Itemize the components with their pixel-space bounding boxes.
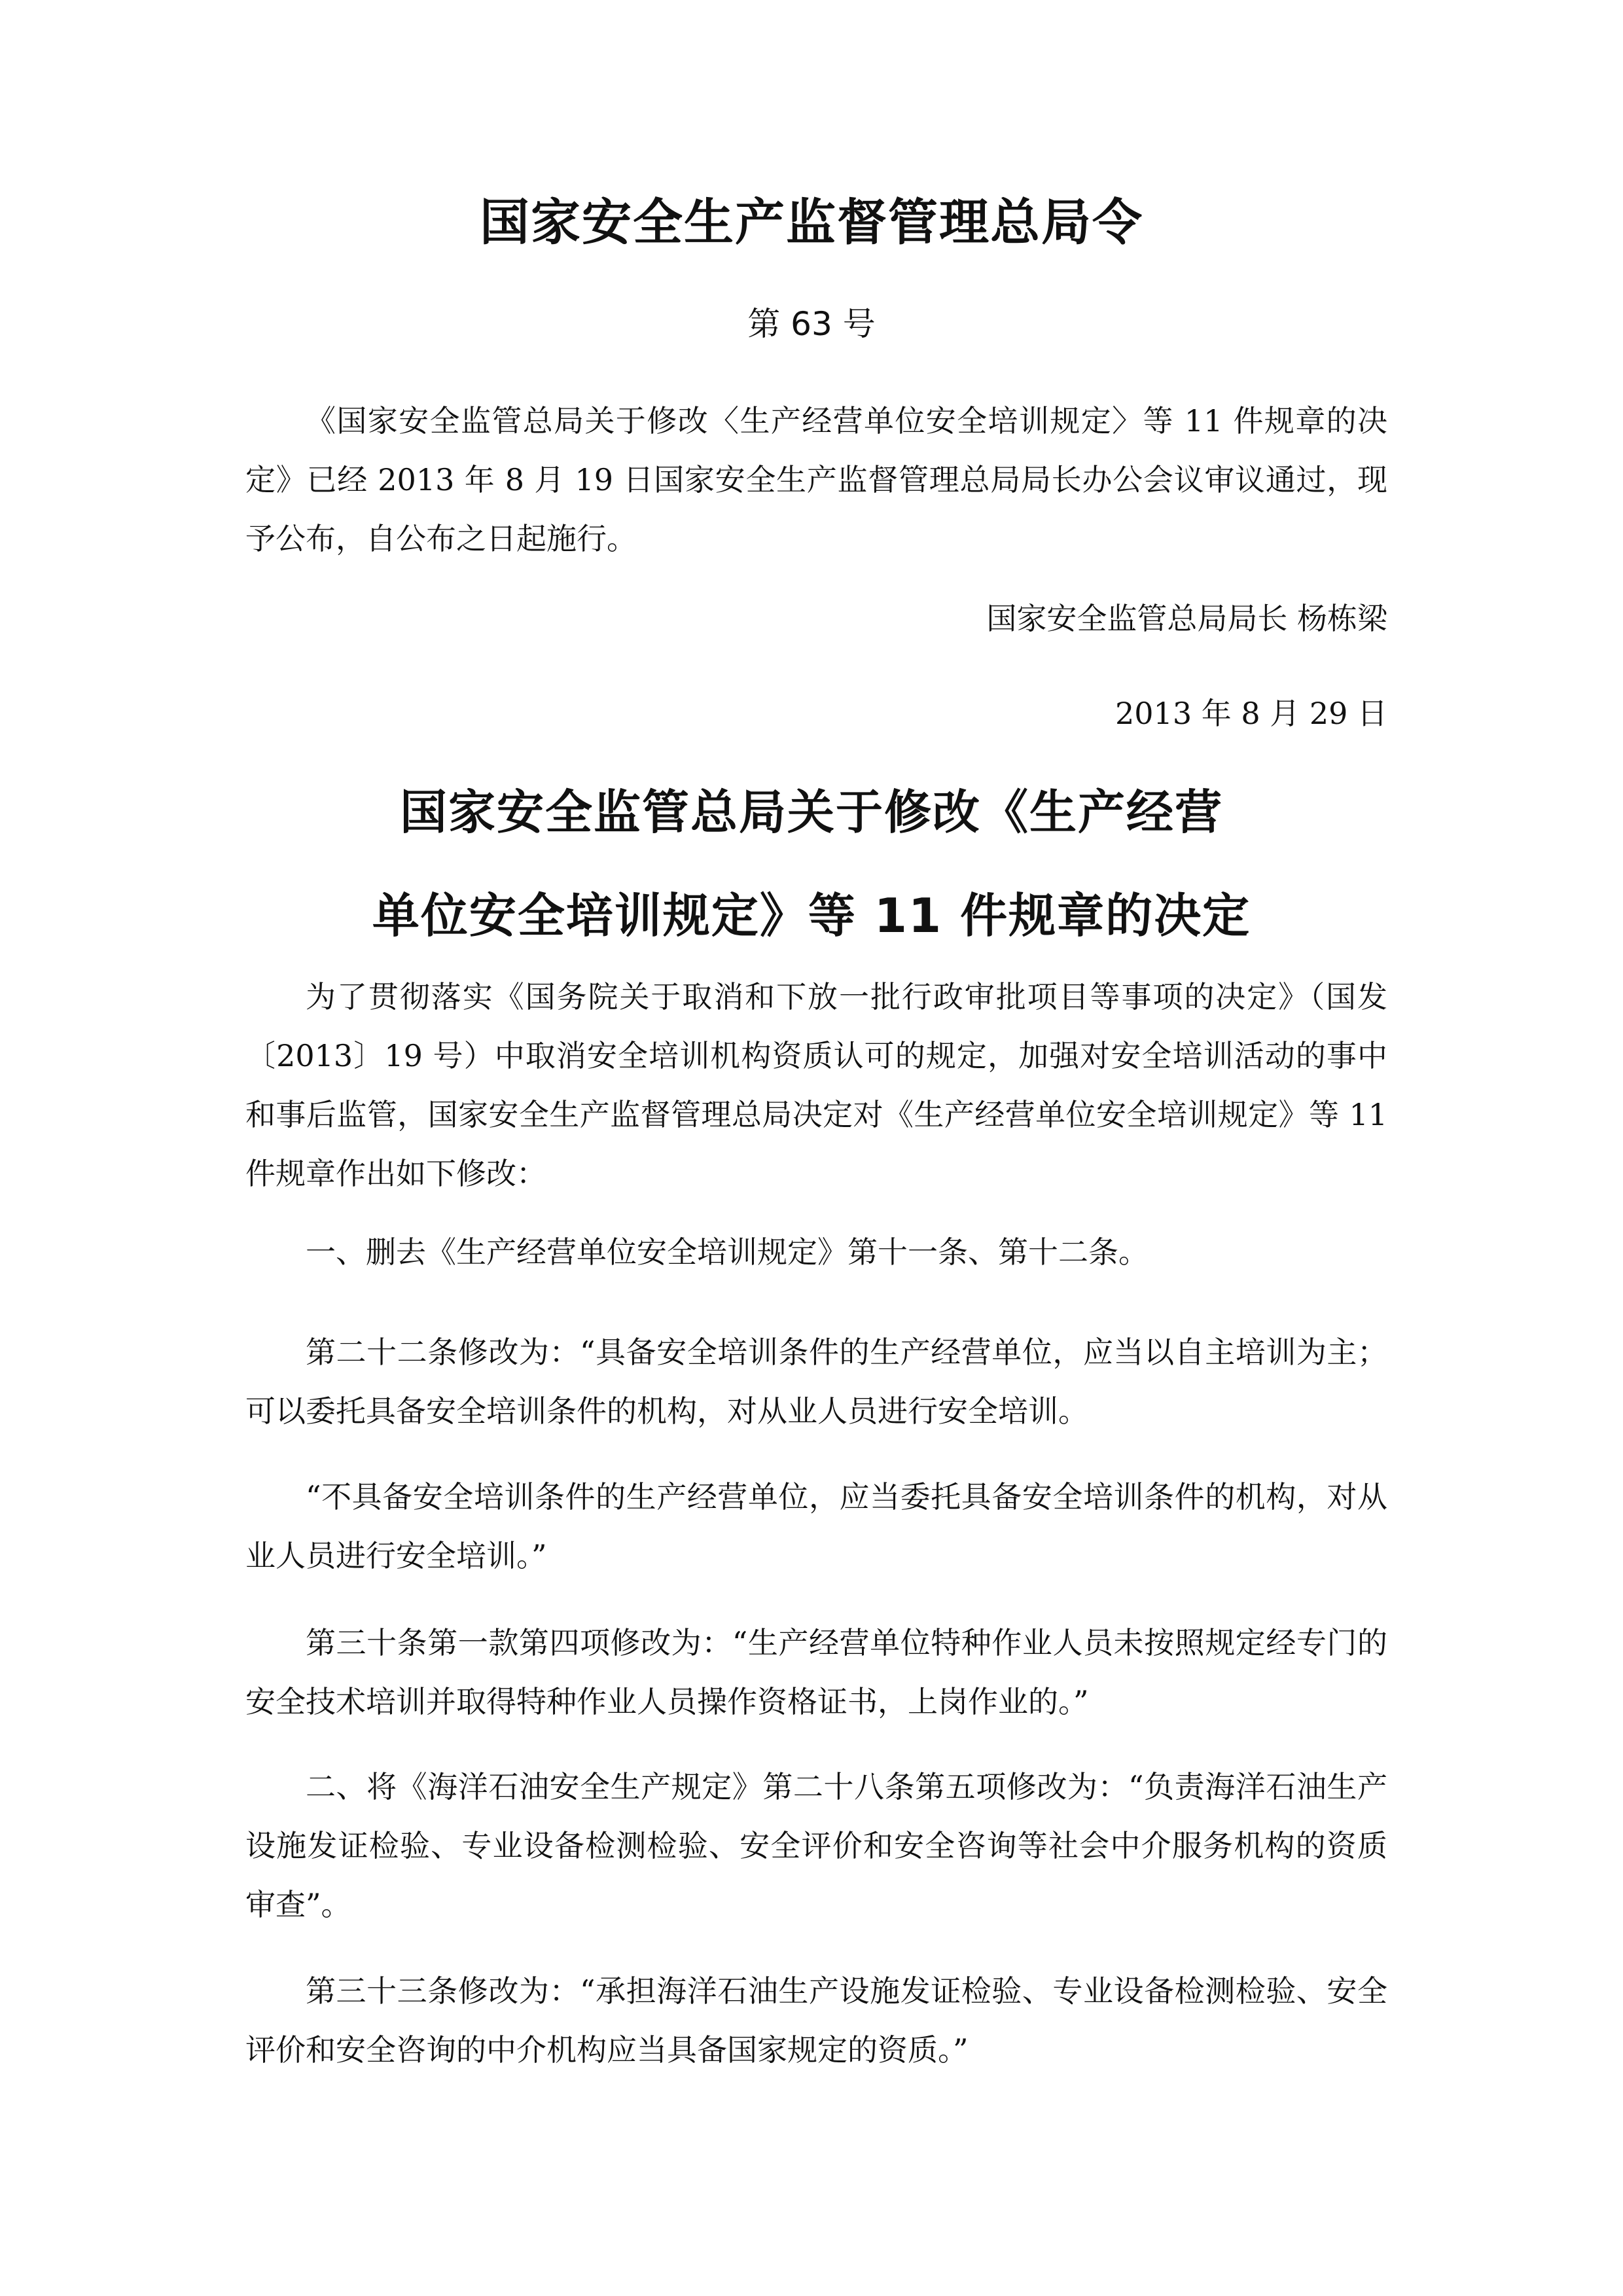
decision-paragraph: 二、将《海洋石油安全生产规定》第二十八条第五项修改为：“负责海洋石油生产设施发证检验、专业设备检测检验、安全评价和安全咨询等社会中介服务机构的资质审查”。 [245,1769,1387,1922]
decision-title [0,761,1623,967]
decision-paragraph: 第三十条第一款第四项修改为：“生产经营单位特种作业人员未按照规定经专门的安全技术培训并取得特种作业人员操作资格证书，上岗作业的。” [245,1625,1387,1719]
order-number: 第 63 号 [747,305,876,343]
decision-title-line-1: 国家安全监管总局关于修改《生产经营 [399,785,1223,840]
order-title: 国家安全生产监督管理总局令 [480,193,1143,251]
decision-paragraph: 第二十二条修改为：“具备安全培训条件的生产经营单位，应当以自主培训为主；可以委托具备安全培训条件的机构，对从业人员进行安全培训。 [245,1335,1387,1429]
signer-line: 国家安全监管总局局长 杨栋梁 [986,601,1387,636]
preamble-paragraph: 《国家安全监管总局关于修改〈生产经营单位安全培训规定〉等 11 件规章的决定》已经 2013 年 8 月 19 日国家安全生产监督管理总局局长办公会议审议通过，现予公布，自公布之日起施行。 [245,403,1387,556]
decision-paragraph: 一、删去《生产经营单位安全培训规定》第十一条、第十二条。 [306,1234,1149,1270]
decision-paragraph: 为了贯彻落实《国务院关于取消和下放一批行政审批项目等事项的决定》（国发〔2013〕19 号）中取消安全培训机构资质认可的规定，加强对安全培训活动的事中和事后监管，国家安全生产监督管理总局决定对《生产经营单位安全培训规定》等 11 件规章作出如下修改： [245,979,1387,1191]
decision-paragraph: “不具备安全培训条件的生产经营单位，应当委托具备安全培训条件的机构，对从业人员进行安全培训。” [245,1479,1387,1573]
decision-paragraph: 第三十三条修改为：“承担海洋石油生产设施发证检验、专业设备检测检验、安全评价和安全咨询的中介机构应当具备国家规定的资质。” [245,1973,1387,2068]
decision-title-line-2: 单位安全培训规定》等 11 件规章的决定 [372,888,1251,943]
signing-date: 2013 年 8 月 29 日 [1115,696,1387,731]
